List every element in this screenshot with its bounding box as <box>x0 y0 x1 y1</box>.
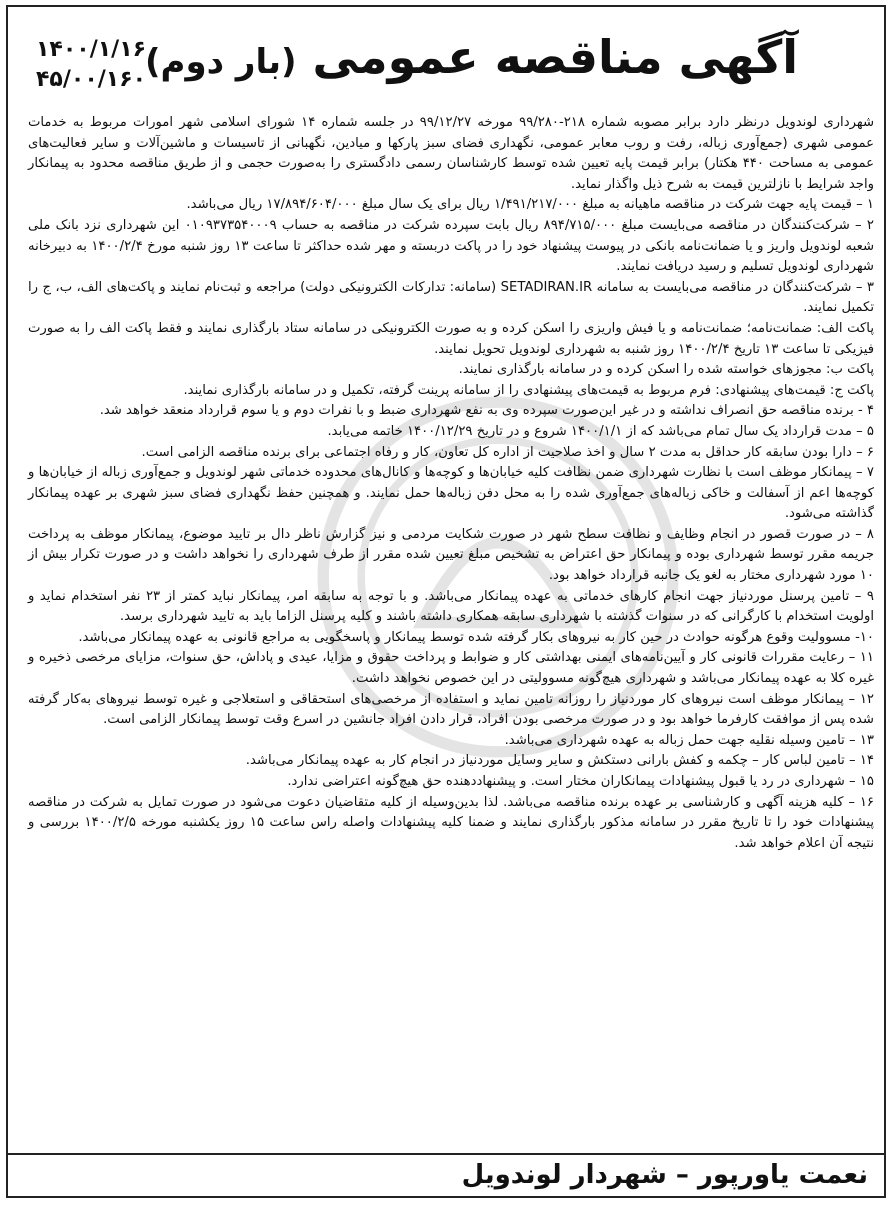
clause-14: ۱۴ – تامین لباس کار – چکمه و کفش بارانی دستکش و سایر وسایل موردنیاز در انجام کار به عهده پیمانکار می‌باشد. <box>245 753 874 769</box>
notice-frame <box>6 5 886 1198</box>
clause-12: ۱۲ – پیمانکار موظف است نیروهای کار موردنیاز را روزانه تامین نماید و استفاده از مرخصی‌های استحقاقی و استعلاجی و غیره توسط نیروهای به‌کار گرفته شده پس از موافقت کارفرما خواهد بود و در صورت مرخصی بودن افراد، قرار دادن افراد جانشین در اسرع وقت توسط پیمانکار الزامی است. <box>28 691 874 728</box>
clause-10: ۱۰- مسوولیت وقوع هرگونه حوادث در حین کار به نیروهای بکار گرفته شده توسط پیمانکار و پاسخگویی به مراجع قانونی به عهده پیمانکار می‌باشد. <box>78 629 874 645</box>
clause-9: ۹ – تامین پرسنل موردنیاز جهت انجام کارهای خدماتی به عهده پیمانکار می‌باشد. و با توجه به سابقه امر، پیمانکار نباید کمتر از ۲۳ نفر استخدام نماید و اولویت استخدام با کارگرانی که در سنوات گذشته با شهرداری سابقه همکاری داشته باشند و کلیه پرسنل الزاما باید به تایید شهرداری برسد. <box>28 588 875 625</box>
title-main: آگهی مناقصه عمومی <box>312 30 798 84</box>
reference-block <box>36 35 146 95</box>
clause-7: ۷ – پیمانکار موظف است با نظارت شهرداری ضمن نظافت کلیه خیابان‌ها و کوچه‌ها و کانال‌های محدوده خدماتی شهر لوندویل و جمع‌آوری زباله از خیابان‌ها و کوچه‌ها اعم از آسفالت و خاکی زباله‌های جمع‌آوری شده را به محل دفن زباله‌ها حمل نمایند. و همچنین حفظ نگهداری فضای سبز شهری بر عهده پیمانکار گذاشته می‌شود. <box>28 465 874 522</box>
signature-line: نعمت یاورپور – شهردار لوندویل <box>8 1153 884 1193</box>
notice-header <box>8 7 888 112</box>
notice-body <box>28 113 874 854</box>
clause-2: ۲ – شرکت‌کنندگان در مناقصه می‌بایست مبلغ ۸۹۴/۷۱۵/۰۰۰ ریال بابت سپرده شرکت در مناقصه به حساب ۰۱۰۹۳۷۳۵۴۰۰۰۹ این شهرداری نزد بانک ملی شعبه لوندویل واریز و یا ضمانت‌نامه بانکی در پیوست پیشنهاد خود را در پاکت دربسته و مهر شده حداکثر تا ساعت ۱۳ روز شنبه مورخ ۱۴۰۰/۲/۴ به دبیرخانه شهرداری لوندویل تسلیم و رسید دریافت نمایند. <box>28 217 874 275</box>
clause-15: ۱۵ – شهرداری در رد یا قبول پیشنهادات پیمانکاران مختار است. و پیشنهاددهنده حق هیچ‌گونه اعتراضی ندارد. <box>287 774 874 789</box>
clause-5: ۵ – مدت قرارداد یک سال تمام می‌باشد که از ۱۴۰۰/۱/۱ شروع و در تاریخ ۱۴۰۰/۱۲/۲۹ خاتمه می‌یابد. <box>327 423 874 439</box>
envelope-c: پاکت ج: قیمت‌های پیشنهادی: فرم مربوط به قیمت‌های پیشنهادی را از سامانه پرینت گرفته، تکمیل و در سامانه بارگذاری نمایند. <box>183 382 874 398</box>
envelope-a: پاکت الف: ضمانت‌نامه؛ ضمانت‌نامه و یا فیش واریزی را اسکن کرده و به صورت الکترونیکی در سامانه ستاد بارگذاری نمایند و فقط پاکت الف را به صورت فیزیکی تا ساعت ۱۳ تاریخ ۱۴۰۰/۲/۴ روز شنبه به شهرداری لوندویل تحویل نمایند. <box>28 320 874 357</box>
intro-paragraph: شهرداری لوندویل درنظر دارد برابر مصوبه شماره ۲۱۸-۹۹/۲۸۰ مورخه ۹۹/۱۲/۲۷ در جلسه شماره ۱۴ شورای اسلامی شهر امورات مربوط به خدمات عمومی شهری (جمع‌آوری زباله، رفت و روب معابر عمومی، نگهداری فضای سبز پارکها و میادین، نگهبانی از تاسیسات و ماشین‌آلات و سایر فعالیت‌های عمومی به مساحت ۴۴۰ هکتار) برابر قیمت پایه تعیین شده توسط کارشناسان رسمی دادگستری را به‌صورت حجمی و از طریق مناقصه محدود به پیمانکار واجد شرایط با نازلترین قیمت به شرح ذیل واگذار نماید. <box>28 115 875 192</box>
date-line: ۱۴۰۰/۱/۱۶ <box>36 37 147 62</box>
clause-6: ۶ – دارا بودن سابقه کار حداقل به مدت ۲ سال و اخذ صلاحیت از اداره کل تعاون، کار و رفاه اجتماعی برای برنده مناقصه الزامی است. <box>141 444 874 460</box>
title-sub: (بار دوم) <box>145 42 297 82</box>
number-line: ۴۵/۰۰/۱۶۰ <box>36 67 147 92</box>
clause-11: ۱۱ – رعایت مقررات قانونی کار و آیین‌نامه‌های ایمنی بهداشتی کار و ضوابط و پرداخت حقوق و مزایا، عیدی و پاداش، حق سنوات، مزایای مرخصی ذخیره و غیره کلا به عهده پیمانکار می‌باشد و شهرداری هیچ‌گونه مسوولیتی در این خصوص نخواهد داشت. <box>28 650 874 687</box>
notice-title <box>145 25 798 94</box>
clause-3: ۳ – شرکت‌کنندگان در مناقصه می‌بایست به سامانه SETADIRAN.IR (سامانه: تدارکات الکترونیکی دولت) مراجعه و ثبت‌نام نمایند و پاکت‌های الف، ب، ج را تکمیل نمایند. <box>28 279 874 316</box>
clause-4: ۴ - برنده مناقصه حق انصراف نداشته و در غیر این‌صورت سپرده وی به نفع شهرداری ضبط و با نفرات دوم و یا سوم قرارداد منعقد خواهد شد. <box>99 403 874 419</box>
envelope-b: پاکت ب: مجوزهای خواسته شده را اسکن کرده و در سامانه بارگذاری نمایند. <box>458 362 874 378</box>
clause-8: ۸ – در صورت قصور در انجام وظایف و نظافت سطح شهر در صورت شکایت مردمی و نیز گزارش ناظر دال بر تایید موضوع، پیمانکار موظف به پرداخت جریمه مقرر توسط شهرداری بوده و پیمانکار حق اعتراض به تشخیص مبلغ تعیین شده مقرر از طرف شهرداری را نخواهد داشت و در صورت تکرار بیش از ۱۰ مورد شهرداری مختار به لغو یک جانبه قرارداد خواهد بود. <box>28 526 874 584</box>
clause-13: ۱۳ – تامین وسیله نقلیه جهت حمل زباله به عهده شهرداری می‌باشد. <box>504 732 874 748</box>
clause-1: ۱ – قیمت پایه جهت شرکت در مناقصه ماهیانه به مبلغ ۱/۴۹۱/۲۱۷/۰۰۰ ریال برای یک سال مبلغ ۱۷/۸۹۴/۶۰۴/۰۰۰ ریال می‌باشد. <box>186 197 874 213</box>
clause-16: ۱۶ – کلیه هزینه آگهی و کارشناسی بر عهده برنده مناقصه می‌باشد. لذا بدین‌وسیله از کلیه متقاضیان دعوت می‌شود در صورت تمایل به شرکت در مناقصه پیشنهادات خود را تا تاریخ مقرر در سامانه مذکور بارگذاری نمایند و ضمنا کلیه پیشنهادات واصله راس ساعت ۱۵ روز یکشنبه مورخه ۱۴۰۰/۲/۵ بررسی و نتیجه آن اعلام خواهد شد. <box>28 794 875 851</box>
